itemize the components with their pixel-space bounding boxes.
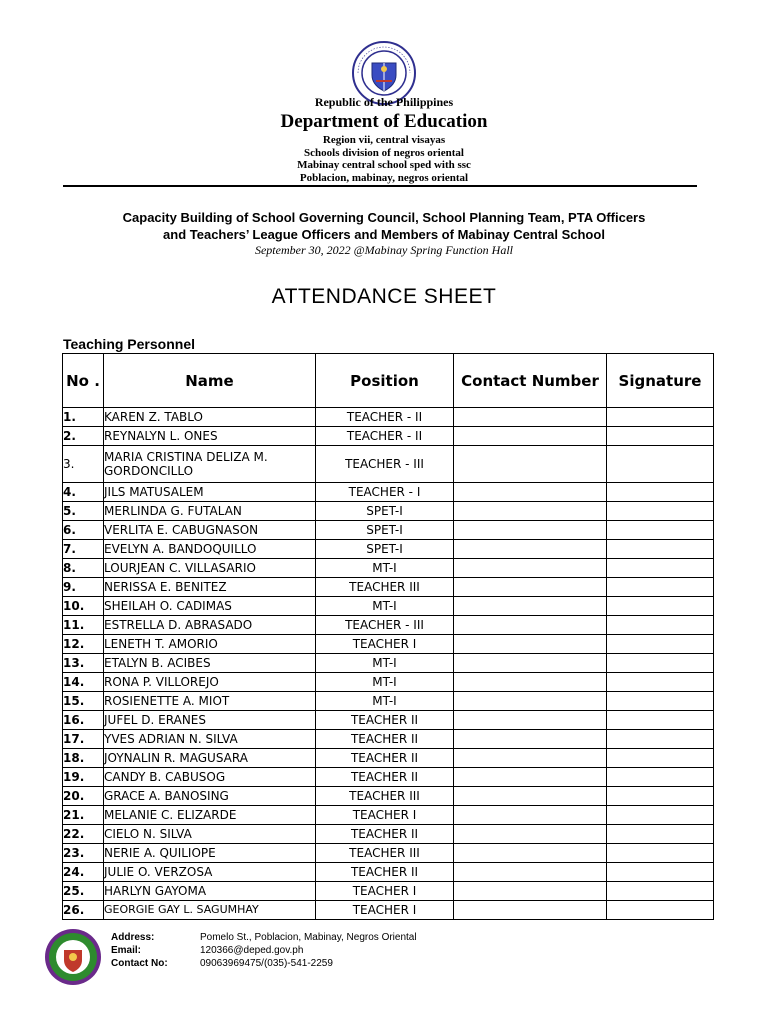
row-number: 22.	[63, 825, 104, 844]
header-position: Position	[316, 354, 454, 408]
row-number: 12.	[63, 635, 104, 654]
section-title: Teaching Personnel	[63, 336, 195, 352]
row-signature-cell[interactable]	[607, 578, 714, 597]
table-row	[63, 635, 714, 654]
row-name: JUFEL D. ERANES	[104, 711, 316, 730]
school-line: Mabinay central school sped with ssc	[297, 159, 471, 171]
row-number: 18.	[63, 749, 104, 768]
row-signature-cell[interactable]	[607, 768, 714, 787]
row-position: TEACHER I	[316, 882, 454, 901]
row-name: RONA P. VILLOREJO	[104, 673, 316, 692]
row-number: 23.	[63, 844, 104, 863]
table-row	[63, 901, 714, 920]
division-line: Schools division of negros oriental	[304, 147, 464, 159]
table-row	[63, 882, 714, 901]
row-contact-cell[interactable]	[454, 863, 607, 882]
row-number: 8.	[63, 559, 104, 578]
row-position: TEACHER - II	[316, 408, 454, 427]
row-number: 5.	[63, 502, 104, 521]
school-seal-logo	[44, 928, 102, 986]
row-name: LOURJEAN C. VILLASARIO	[104, 559, 316, 578]
row-position: TEACHER III	[316, 844, 454, 863]
row-contact-cell[interactable]	[454, 901, 607, 920]
row-name: GRACE A. BANOSING	[104, 787, 316, 806]
row-position: MT-I	[316, 654, 454, 673]
row-contact-cell[interactable]	[454, 521, 607, 540]
table-row	[63, 540, 714, 559]
row-signature-cell[interactable]	[607, 408, 714, 427]
row-contact-cell[interactable]	[454, 730, 607, 749]
row-contact-cell[interactable]	[454, 806, 607, 825]
table-row	[63, 483, 714, 502]
event-title-line2: and Teachers’ League Officers and Members of Mabinay Central School	[163, 227, 605, 242]
row-number: 21.	[63, 806, 104, 825]
row-number: 14.	[63, 673, 104, 692]
row-name: NERIE A. QUILIOPE	[104, 844, 316, 863]
row-position: TEACHER II	[316, 768, 454, 787]
row-number: 10.	[63, 597, 104, 616]
row-contact-cell[interactable]	[454, 692, 607, 711]
row-name: MERLINDA G. FUTALAN	[104, 502, 316, 521]
row-signature-cell[interactable]	[607, 901, 714, 920]
row-number: 16.	[63, 711, 104, 730]
row-number: 24.	[63, 863, 104, 882]
row-number: 4.	[63, 483, 104, 502]
row-signature-cell[interactable]	[607, 427, 714, 446]
row-signature-cell[interactable]	[607, 616, 714, 635]
table-row	[63, 749, 714, 768]
row-position: MT-I	[316, 692, 454, 711]
table-row	[63, 597, 714, 616]
row-name: EVELYN A. BANDOQUILLO	[104, 540, 316, 559]
row-contact-cell[interactable]	[454, 654, 607, 673]
row-name: JILS MATUSALEM	[104, 483, 316, 502]
row-position: TEACHER III	[316, 578, 454, 597]
row-position: TEACHER II	[316, 749, 454, 768]
row-contact-cell[interactable]	[454, 597, 607, 616]
table-row	[63, 559, 714, 578]
row-name: KAREN Z. TABLO	[104, 408, 316, 427]
header-signature: Signature	[607, 354, 714, 408]
row-signature-cell[interactable]	[607, 863, 714, 882]
row-number: 13.	[63, 654, 104, 673]
row-signature-cell[interactable]	[607, 749, 714, 768]
row-signature-cell[interactable]	[607, 635, 714, 654]
row-name: LENETH T. AMORIO	[104, 635, 316, 654]
row-name: GEORGIE GAY L. SAGUMHAY	[104, 901, 316, 920]
row-name: CANDY B. CABUSOG	[104, 768, 316, 787]
header-divider	[63, 185, 697, 187]
table-row	[63, 578, 714, 597]
table-row	[63, 427, 714, 446]
header-contact-number: Contact Number	[454, 354, 607, 408]
row-contact-cell[interactable]	[454, 446, 607, 483]
row-name: JOYNALIN R. MAGUSARA	[104, 749, 316, 768]
sheet-title: ATTENDANCE SHEET	[271, 285, 497, 308]
header-no: No .	[63, 354, 104, 408]
table-header-row	[63, 354, 714, 408]
row-signature-cell[interactable]	[607, 521, 714, 540]
row-position: TEACHER III	[316, 787, 454, 806]
row-name: MELANIE C. ELIZARDE	[104, 806, 316, 825]
row-name: ESTRELLA D. ABRASADO	[104, 616, 316, 635]
republic-heading: Republic of the Philippines	[314, 95, 454, 109]
row-contact-cell[interactable]	[454, 711, 607, 730]
table-row	[63, 616, 714, 635]
row-number: 7.	[63, 540, 104, 559]
row-number: 3.	[63, 446, 104, 483]
row-number: 20.	[63, 787, 104, 806]
table-row	[63, 730, 714, 749]
row-name: JULIE O. VERZOSA	[104, 863, 316, 882]
row-position: MT-I	[316, 597, 454, 616]
row-position: MT-I	[316, 673, 454, 692]
row-contact-cell[interactable]	[454, 408, 607, 427]
row-signature-cell[interactable]	[607, 673, 714, 692]
table-row	[63, 768, 714, 787]
row-name: ETALYN B. ACIBES	[104, 654, 316, 673]
row-position: MT-I	[316, 559, 454, 578]
row-signature-cell[interactable]	[607, 825, 714, 844]
table-row	[63, 863, 714, 882]
row-position: SPET-I	[316, 521, 454, 540]
footer-address-label: Address:	[111, 932, 155, 943]
row-position: TEACHER II	[316, 711, 454, 730]
address-line: Poblacion, mabinay, negros oriental	[299, 172, 469, 184]
row-contact-cell[interactable]	[454, 427, 607, 446]
row-number: 15.	[63, 692, 104, 711]
row-position: TEACHER II	[316, 730, 454, 749]
row-contact-cell[interactable]	[454, 578, 607, 597]
row-signature-cell[interactable]	[607, 559, 714, 578]
row-signature-cell[interactable]	[607, 483, 714, 502]
row-number: 6.	[63, 521, 104, 540]
row-signature-cell[interactable]	[607, 502, 714, 521]
footer-address-value: Pomelo St., Poblacion, Mabinay, Negros Oriental	[200, 932, 417, 943]
row-name: NERISSA E. BENITEZ	[104, 578, 316, 597]
table-row	[63, 787, 714, 806]
row-signature-cell[interactable]	[607, 540, 714, 559]
table-row	[63, 502, 714, 521]
row-signature-cell[interactable]	[607, 844, 714, 863]
table-row	[63, 408, 714, 427]
table-row	[63, 446, 714, 483]
row-position: TEACHER I	[316, 806, 454, 825]
header-name: Name	[104, 354, 316, 408]
row-number: 2.	[63, 427, 104, 446]
row-number: 26.	[63, 901, 104, 920]
row-signature-cell[interactable]	[607, 692, 714, 711]
footer-email-value: 120366@deped.gov.ph	[200, 945, 304, 956]
row-name: CIELO N. SILVA	[104, 825, 316, 844]
row-position: TEACHER - III	[316, 616, 454, 635]
row-signature-cell[interactable]	[607, 730, 714, 749]
event-date-venue: September 30, 2022 @Mabinay Spring Function Hall	[254, 243, 513, 257]
row-contact-cell[interactable]	[454, 825, 607, 844]
row-contact-cell[interactable]	[454, 635, 607, 654]
row-position: TEACHER I	[316, 635, 454, 654]
footer-contact-label: Contact No:	[111, 958, 168, 969]
row-contact-cell[interactable]	[454, 616, 607, 635]
row-contact-cell[interactable]	[454, 882, 607, 901]
row-name: REYNALYN L. ONES	[104, 427, 316, 446]
row-name: HARLYN GAYOMA	[104, 882, 316, 901]
row-signature-cell[interactable]	[607, 711, 714, 730]
row-position: SPET-I	[316, 502, 454, 521]
row-signature-cell[interactable]	[607, 787, 714, 806]
row-position: TEACHER - I	[316, 483, 454, 502]
row-signature-cell[interactable]	[607, 806, 714, 825]
department-heading: Department of Education	[280, 111, 488, 132]
row-number: 11.	[63, 616, 104, 635]
footer-email-label: Email:	[111, 945, 142, 956]
row-name: ROSIENETTE A. MIOT	[104, 692, 316, 711]
row-signature-cell[interactable]	[607, 446, 714, 483]
attendance-table	[62, 353, 714, 920]
table-row	[63, 825, 714, 844]
row-name: MARIA CRISTINA DELIZA M. GORDONCILLO	[104, 446, 316, 483]
region-line: Region vii, central visayas	[322, 134, 446, 146]
table-row	[63, 521, 714, 540]
row-position: TEACHER I	[316, 901, 454, 920]
row-signature-cell[interactable]	[607, 882, 714, 901]
row-name: SHEILAH O. CADIMAS	[104, 597, 316, 616]
row-number: 9.	[63, 578, 104, 597]
row-number: 19.	[63, 768, 104, 787]
row-number: 1.	[63, 408, 104, 427]
table-row	[63, 654, 714, 673]
row-position: TEACHER II	[316, 825, 454, 844]
row-name: YVES ADRIAN N. SILVA	[104, 730, 316, 749]
table-row	[63, 711, 714, 730]
table-row	[63, 844, 714, 863]
row-position: TEACHER - II	[316, 427, 454, 446]
row-contact-cell[interactable]	[454, 844, 607, 863]
row-contact-cell[interactable]	[454, 559, 607, 578]
row-contact-cell[interactable]	[454, 768, 607, 787]
row-contact-cell[interactable]	[454, 749, 607, 768]
table-row	[63, 692, 714, 711]
row-name: VERLITA E. CABUGNASON	[104, 521, 316, 540]
row-signature-cell[interactable]	[607, 597, 714, 616]
row-signature-cell[interactable]	[607, 654, 714, 673]
row-number: 25.	[63, 882, 104, 901]
row-contact-cell[interactable]	[454, 540, 607, 559]
table-row	[63, 806, 714, 825]
row-contact-cell[interactable]	[454, 787, 607, 806]
row-number: 17.	[63, 730, 104, 749]
row-position: TEACHER II	[316, 863, 454, 882]
footer-contact-value: 09063969475/(035)-541-2259	[200, 958, 333, 969]
table-row	[63, 673, 714, 692]
row-contact-cell[interactable]	[454, 673, 607, 692]
row-contact-cell[interactable]	[454, 502, 607, 521]
event-title-line1: Capacity Building of School Governing Council, School Planning Team, PTA Officers	[122, 210, 646, 225]
row-position: SPET-I	[316, 540, 454, 559]
row-position: TEACHER - III	[316, 446, 454, 483]
row-contact-cell[interactable]	[454, 483, 607, 502]
